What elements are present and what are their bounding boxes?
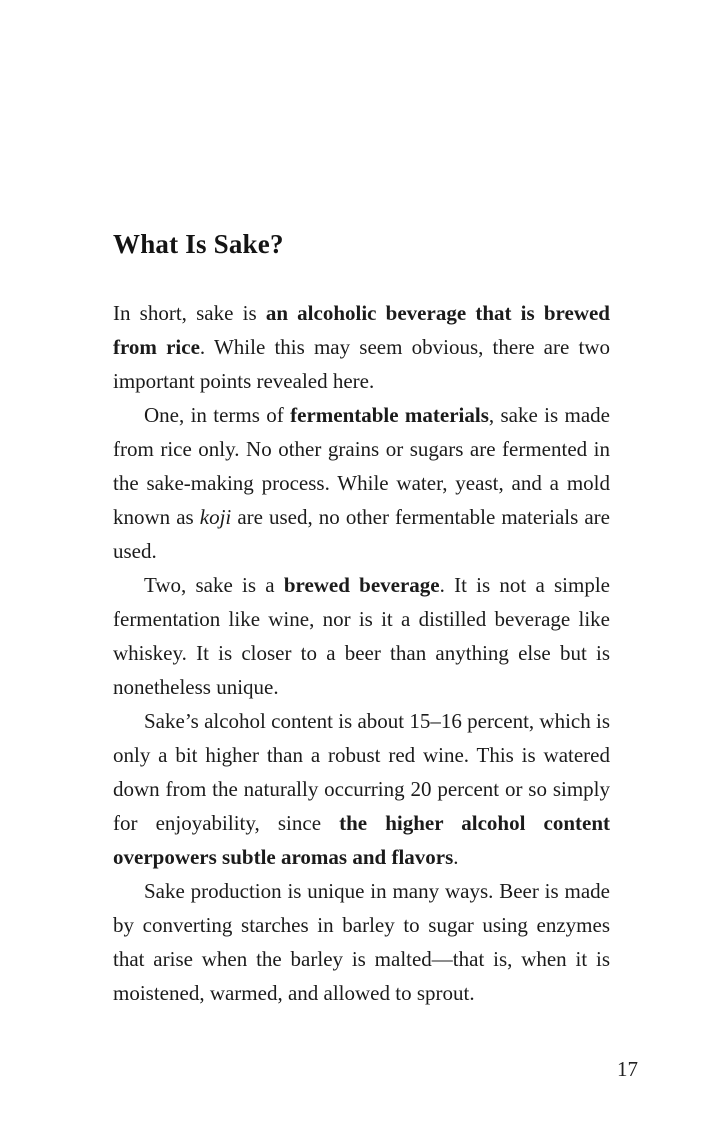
body-text: Sake’s alcohol content is about 15–16 percent, which is only a bit higher than a robust red wine. This is watered down from the naturally occurring 20 percent or so simply for enjoyability, since bbox=[113, 709, 610, 835]
paragraph bbox=[113, 874, 610, 1010]
bold-text: fermentable materials bbox=[290, 403, 489, 427]
body-text: Two, sake is a bbox=[144, 573, 284, 597]
body-text: . It is not a simple fermentation like wine, nor is it a distilled beverage like whiskey. It is closer to a beer than anything else but is nonetheless unique. bbox=[113, 573, 610, 699]
body-text: In short, sake is bbox=[113, 301, 266, 325]
body-text: Sake production is unique in many ways. Beer is made by converting starches in barley to sugar using enzymes that arise when the barley is malted—that is, when it is moistened, warmed, and allowed to sprout. bbox=[113, 879, 610, 1005]
page-number: 17 bbox=[617, 1057, 638, 1081]
body-text: One, in terms of bbox=[144, 403, 291, 427]
body-text: are used, no other fermentable materials are used. bbox=[113, 505, 610, 563]
bold-text: brewed beverage bbox=[283, 573, 440, 597]
body-text: . bbox=[453, 845, 459, 869]
paragraph bbox=[113, 568, 610, 704]
paragraph bbox=[113, 398, 610, 568]
bold-text: an alcoholic beverage that is brewed from rice bbox=[113, 301, 610, 359]
paragraph bbox=[113, 296, 610, 398]
body-text: . While this may seem obvious, there are two important points revealed here. bbox=[113, 335, 610, 393]
paragraph bbox=[113, 704, 610, 874]
body-text: , sake is made from rice only. No other grains or sugars are fermented in the sake-making process. While water, yeast, and a mold known as bbox=[113, 403, 610, 529]
section-title: What Is Sake? bbox=[113, 229, 284, 259]
italic-text: koji bbox=[199, 505, 232, 529]
text-block bbox=[113, 296, 610, 1010]
bold-text: the higher alcohol content overpowers subtle aromas and flavors bbox=[113, 811, 610, 869]
